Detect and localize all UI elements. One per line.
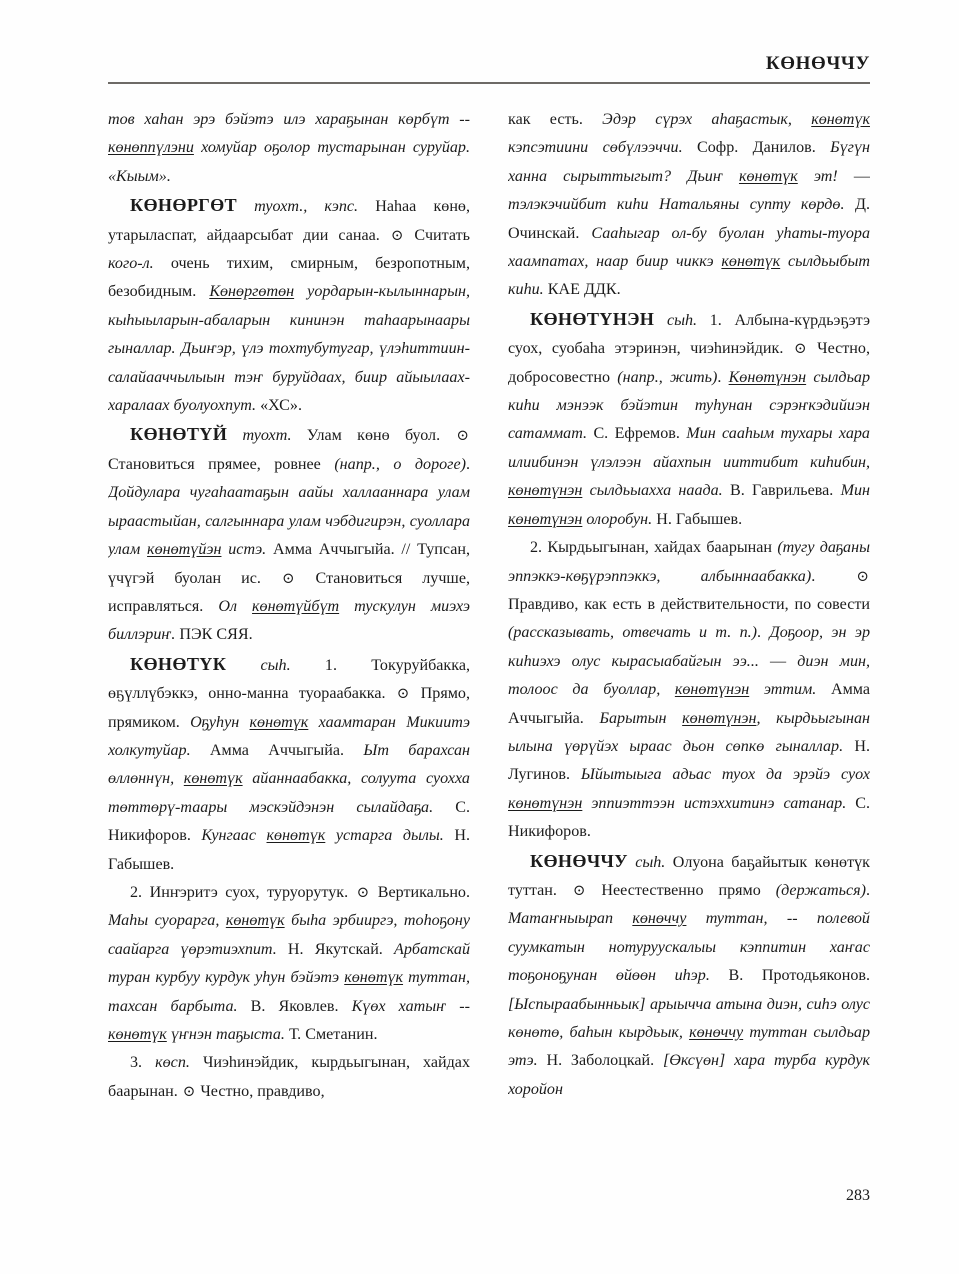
sense-2-konotunen: 2. Кырдьыгынан, хайдах баарынан (тугу даҕаны эппэккэ-көҕүрэппэккэ, албыннаабакка). ⊙ Правдиво, как есть в действительности, по совести (рассказывать, отвечать и т. п.). Доҕоор, эн эр киһиэхэ олус кырасыабайгын ээ... — диэн мин, толоос да буоллар, көнөтүнэн эттим. Амма Аччыгыйа. Барытын көнөтүнэн, кырдьыгынан ылына үөрүйэх ыраас дьон сөпкө гыналлар. Н. Лугинов. Ыйытыыга адьас туох да эрэйэ суох көнөтүнэн эппиэттээн истэххитинэ сатанар. С. Никифоров. [508, 539, 870, 841]
running-head-title: КӨНӨЧЧУ [765, 53, 870, 74]
sense-marker-icon: ⊙ [281, 570, 295, 587]
sense-marker-icon: ⊙ [356, 884, 370, 901]
sense-3-konotuk: 3. көсп. Чиэһинэйдик, кырдьыгынан, хайдах баарынан. ⊙ Честно, правдиво, [108, 1054, 470, 1100]
sense-marker-icon: ⊙ [856, 568, 869, 585]
continuation-konoppuleni: тов хаһан эрэ бэйэтэ илэ хараҕынан көрбүт -- көнөппүлэни хомуйар оҕолор тустарынан суруйар. «Кыым». [108, 111, 470, 185]
column-left [108, 106, 470, 1166]
sense-marker-icon: ⊙ [396, 686, 410, 703]
entry-konochchu: КӨНӨЧЧУ сыһ. Олуона баҕайытык көнөтүк туттан. ⊙ Неестественно прямо (держаться). Матаҥныырап көнөччу туттан, -- полевой суумкатын нотуруускалыы кэппитин хаҥас тоҕоноҕунан өйөөн иһэр. В. Протодьяконов. [Ыспыраабынньык] арыычча атына диэн, сиһэ олус көнөтө, баһын кырдьык, көнөччу туттан сылдьар этэ. Н. Заболоцкай. [Өксүөн] хара турба курдук хоройон [508, 850, 870, 1098]
entry-konotuy: КӨНӨТҮЙ туохт. Улам көнө буол. ⊙ Становиться прямее, ровнее (напр., о дороге). Дойдулара чугаһаатаҕын аайы халлааннара улам ыраастыйан, салгыннара улам чэбдигирэн, суоллара улам көнөтүйэн истэ. Амма Аччыгыйа. // Тупсан, үчүгэй буолан ис. ⊙ Становиться лучше, исправляться. Ол көнөтүйбүт тускулун миэхэ биллэриҥ. ПЭК СЯЯ. [108, 424, 470, 644]
entry-konorgot: КӨНӨРГӨТ туохт., кэпс. Haһaa көнө, утарыласпат, айдаарсыбат дии санаа. ⊙ Считать кого-л. очень тихим, смирным, безропотным, безобидным. Көнөргөтөн уордарын-кылыннарын, кыһыыларын-абаларын кининэн таһаарынаары гыналлар. Дьиҥэр, үлэ тохтубутугар, үлэһиттиин-салайааччылыын тэҥ буруйдаах, биир айыылаах-харалаах буолуохпут. «ХС». [108, 195, 470, 415]
entry-konotunen: КӨНӨТҮНЭН сыһ. 1. Албына-күрдьэҕэтэ суох, суобаһа этэринэн, чиэһинэйдик. ⊙ Честно, добросовестно (напр., жить). Көнөтүнэн сылдьар киһи мэнээк бэйэтин туһунан сэрэҥкэдийиэн сатаммат. С. Ефремов. Мин сааһым тухары хара илиибинэн үлэлээн айахпын ииттибит киһибин, көнөтүнэн сылдьыахха наада. В. Гаврильева. Мин көнөтүнэн олоробун. Н. Габышев. [508, 308, 870, 528]
sense-marker-icon: ⊙ [182, 1083, 196, 1100]
running-head-rule [108, 82, 870, 84]
entry-konotuk: КӨНӨТҮК сыһ. 1. Токуруйбакка, өҕүллүбэккэ, онно-манна туораабакка. ⊙ Прямо, прямиком. Оҕуһун көнөтүк хаамтаран Микиитэ холкутуйар. Амма Аччыгыйа. Ыт барахсан өллөннүн, көнөтүк айаннаабакка, солуута суохха төттөрү-таары мэскэйдэнэн сылайдаҕа. С. Никифоров. Кунгаас көнөтүк устарга дылы. Н. Габышев. [108, 653, 470, 873]
sense-marker-icon: ⊙ [793, 341, 807, 358]
running-head [108, 52, 870, 86]
sense-2-konotuk: 2. Инҥэритэ суох, туруорутук. ⊙ Вертикально. Маһы суорарга, көнөтүк быһа эрбииргэ, тоһоҕону саайарга үөрэтиэхпит. Н. Якутскай. Арбатскай туран курбуу курдук уһун бэйэтэ көнөтүк туттан, тахсан барбыта. В. Яковлев. Күөх хатыҥ -- көнөтүк үҥнэн таҕыста. Т. Сметанин. [108, 883, 470, 1043]
page-number: 283 [846, 1187, 870, 1204]
sense-marker-icon: ⊙ [572, 882, 586, 899]
sense-marker-icon: ⊙ [456, 428, 469, 445]
body-columns [108, 106, 870, 1166]
column-right [508, 106, 870, 1166]
continuation-sense-3-konotuk: как есть. Эдэр сүрэх аһаҕастык, көнөтүк кэпсэтиини сөбүлээччи. Софр. Данилов. Бүгүн ханна сырыттыгыт? Дьиҥ көнөтүк эт! — тэлэкэчийбит киһи Натальяны супту көрдө. Д. Очинскай. Сааһыгар ол-бу буолан уһаты-туора хаампатах, наар биир чиккэ көнөтүк сылдьыбыт киһи. КАЕ ДДК. [508, 111, 870, 299]
sense-marker-icon: ⊙ [390, 227, 404, 244]
